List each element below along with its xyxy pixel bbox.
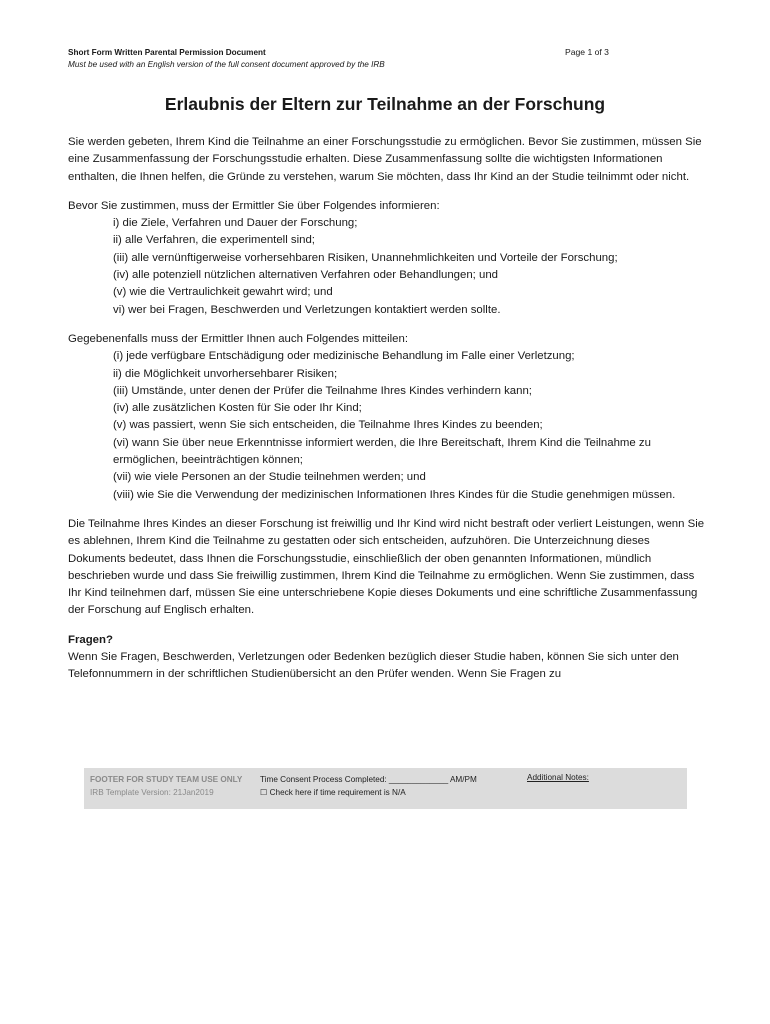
study-team-footer: [84, 768, 687, 809]
list1: [68, 215, 708, 319]
list2: [68, 348, 708, 504]
list-item: (vii) wie viele Personen an der Studie teilnehmen werden; und: [113, 471, 426, 484]
time-completed-field[interactable]: Time Consent Process Completed: _____________ AM/PM: [260, 775, 477, 784]
questions-paragraph: Wenn Sie Fragen, Beschwerden, Verletzungen oder Bedenken bezüglich dieser Studie haben, können Sie sich unter den Telefonnummern in der schriftlichen Studienübersicht an den Prüfer wenden. Wenn Sie Fragen zu: [68, 651, 679, 681]
document-header: [68, 47, 385, 71]
list-item: (iii) alle vernünftigerweise vorhersehbaren Risiken, Unannehmlichkeiten und Vorteile der Forschung;: [113, 251, 618, 264]
document-body: [68, 134, 708, 684]
checkbox-label: Check here if time requirement is N/A: [269, 788, 406, 797]
list-item: i) die Ziele, Verfahren und Dauer der Forschung;: [113, 217, 358, 230]
list-item: (viii) wie Sie die Verwendung der medizinischen Informationen Ihres Kindes für die Studie genehmigen müssen.: [113, 488, 676, 501]
list-item: (v) wie die Vertraulichkeit gewahrt wird; und: [113, 286, 333, 299]
checkbox-icon[interactable]: ☐: [260, 788, 268, 797]
list-item: ii) die Möglichkeit unvorhersehbarer Risiken;: [113, 367, 338, 380]
list-item: vi) wer bei Fragen, Beschwerden und Verletzungen kontaktiert werden sollte.: [113, 303, 501, 316]
list-item: ii) alle Verfahren, die experimentell sind;: [113, 234, 315, 247]
list-item: (iii) Umstände, unter denen der Prüfer die Teilnahme Ihres Kindes verhindern kann;: [113, 384, 532, 397]
intro-paragraph: Sie werden gebeten, Ihrem Kind die Teilnahme an einer Forschungsstudie zu ermöglichen. Bevor Sie zustimmen, müssen Sie eine Zusammenfassung der Forschungsstudie erhalten. Diese Zusammenfassung sollte die wichtigsten Informationen enthalten, die Ihnen helfen, die Gründe zu verstehen, warum Sie möchten, dass Ihr Kind an der Studie teilnimmt oder nicht.: [68, 136, 702, 183]
questions-heading: Fragen?: [68, 633, 113, 646]
time-na-option[interactable]: [260, 786, 477, 799]
list-item: (vi) wann Sie über neue Erkenntnisse informiert werden, die Ihre Bereitschaft, Ihrem Kind die Teilnahme zu ermöglichen, beeinträchtigen können;: [113, 436, 651, 467]
header-doc-note: Must be used with an English version of the full consent document approved by the IRB: [68, 60, 385, 69]
footer-label: FOOTER FOR STUDY TEAM USE ONLY: [90, 775, 243, 784]
header-doc-title: Short Form Written Parental Permission Document: [68, 48, 266, 57]
list-item: (v) was passiert, wenn Sie sich entscheiden, die Teilnahme Ihres Kindes zu beenden;: [113, 419, 543, 432]
page-number: Page 1 of 3: [565, 47, 609, 57]
page-title: Erlaubnis der Eltern zur Teilnahme an der Forschung: [164, 94, 606, 114]
list-item: (iv) alle potenziell nützlichen alternativen Verfahren oder Behandlungen; und: [113, 269, 499, 282]
list-item: (i) jede verfügbare Entschädigung oder medizinische Behandlung im Falle einer Verletzung;: [113, 350, 575, 363]
list1-lead: Bevor Sie zustimmen, muss der Ermittler Sie über Folgendes informieren:: [68, 199, 440, 212]
additional-notes-label: Additional Notes:: [527, 773, 589, 782]
list2-lead: Gegebenenfalls muss der Ermittler Ihnen auch Folgendes mitteilen:: [68, 332, 409, 345]
list-item: (iv) alle zusätzlichen Kosten für Sie oder Ihr Kind;: [113, 402, 362, 415]
footer-version: IRB Template Version: 21Jan2019: [90, 788, 214, 797]
voluntary-paragraph: Die Teilnahme Ihres Kindes an dieser Forschung ist freiwillig und Ihr Kind wird nicht bestraft oder verliert Leistungen, wenn Sie es ablehnen, Ihrem Kind die Teilnahme zu gestatten oder sich entscheiden, aufzuhören. Die Unterzeichnung dieses Dokuments bedeutet, dass Ihnen die Forschungsstudie, einschließlich der oben genannten Informationen, mündlich beschrieben wurde und dass Sie freiwillig zustimmen, Ihrem Kind die Teilnahme zu ermöglichen. Wenn Sie zustimmen, dass Ihr Kind teilnehmen darf, müssen Sie eine unterschriebene Kopie dieses Dokuments und eine schriftliche Zusammenfassung der Forschung auf Englisch erhalten.: [68, 517, 705, 617]
